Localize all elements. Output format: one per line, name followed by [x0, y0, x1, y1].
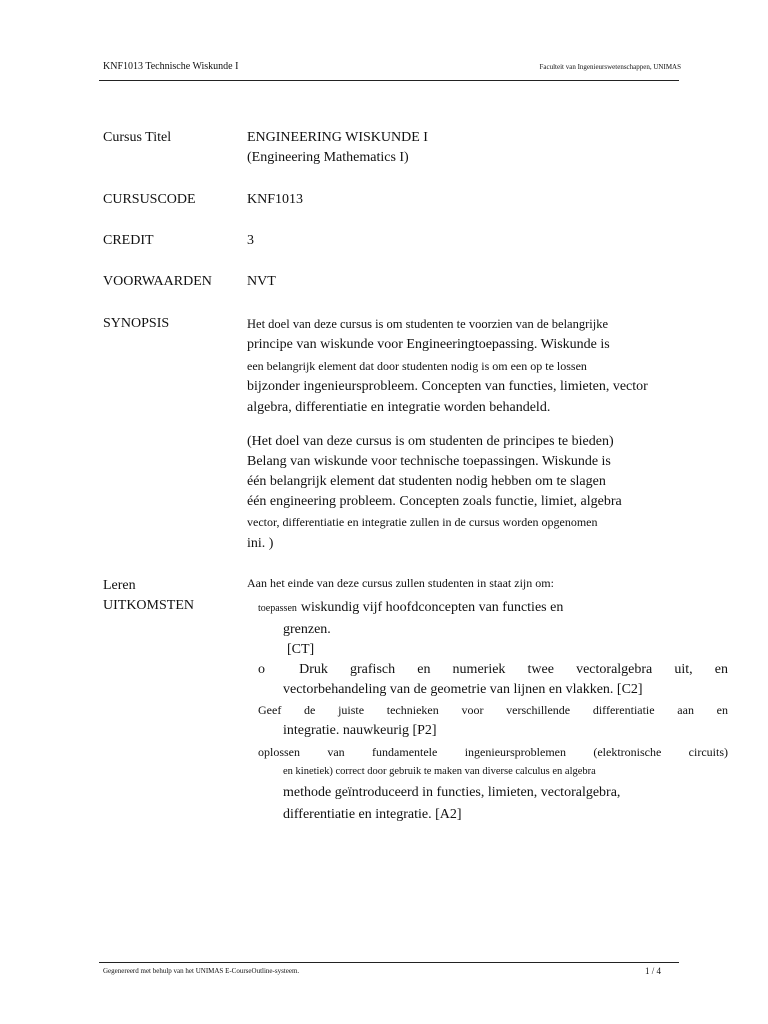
course-code-label: CURSUSCODE [103, 192, 196, 207]
outcome-item: Geef de juiste technieken voor verschillende differentiatie aan en [258, 703, 728, 717]
course-title-subtitle: (Engineering Mathematics I) [247, 150, 409, 165]
outcome-text: Druk grafisch en numeriek twee vectoralgebra uit, en [299, 662, 728, 677]
outcomes-intro: Aan het einde van deze cursus zullen studenten in staat zijn om: [247, 576, 554, 590]
synopsis-line: een belangrijk element dat door studenten nodig is om een op te lossen [247, 359, 587, 373]
outcome-item [258, 660, 728, 680]
outcome-text: grenzen. [283, 622, 331, 637]
outcome-text: en kinetiek) correct door gebruik te maken van diverse calculus en algebra [283, 766, 596, 777]
course-title-line: ENGINEERING WISKUNDE I [247, 130, 428, 145]
synopsis-paragraph-1 [247, 314, 687, 418]
synopsis-paragraph-2 [247, 431, 687, 556]
outcome-prefix: toepassen [258, 603, 297, 614]
footer-generator-note: Gegenereerd met behulp van het UNIMAS E-CourseOutline-systeem. [103, 967, 300, 975]
synopsis-line: Het doel van deze cursus is om studenten te voorzien van de belangrijke [247, 317, 608, 331]
credit-value: 3 [247, 233, 254, 248]
outcome-text: differentiatie en integratie. [A2] [283, 807, 462, 822]
bullet-marker: o [258, 662, 265, 677]
outcome-item [258, 596, 728, 620]
course-code-value: KNF1013 [247, 192, 304, 207]
outcomes-list [258, 596, 728, 826]
prerequisite-value: NVT [247, 274, 276, 289]
outcomes-label-line: Leren [103, 578, 136, 593]
header-faculty: Faculteit van Ingenieurswetenschappen, UNIMAS [539, 63, 681, 71]
prerequisite-label: VOORWAARDEN [103, 274, 212, 289]
footer-divider [99, 962, 679, 963]
outcome-item: oplossen van fundamentele ingenieursproblemen (elektronische circuits) [258, 745, 728, 759]
course-title-value [247, 128, 428, 168]
outcome-text: methode geïntroduceerd in functies, limieten, vectoralgebra, [283, 785, 621, 800]
outcome-tag: [CT] [287, 642, 315, 657]
synopsis-line: ini. ) [247, 536, 274, 551]
synopsis-line: één belangrijk element dat studenten nodig hebben om te slagen [247, 474, 606, 489]
course-title-label: Cursus Titel [103, 130, 172, 145]
synopsis-line: principe van wiskunde voor Engineeringtoepassing. Wiskunde is [247, 337, 610, 352]
synopsis-line: (Het doel van deze cursus is om studenten de principes te bieden) [247, 434, 614, 449]
header-course-name: KNF1013 Technische Wiskunde I [103, 61, 239, 72]
outcome-text: vectorbehandeling van de geometrie van lijnen en vlakken. [C2] [283, 682, 643, 697]
synopsis-line: vector, differentiatie en integratie zullen in de cursus worden opgenomen [247, 515, 598, 529]
outcome-text: integratie. nauwkeurig [P2] [283, 723, 437, 738]
synopsis-line: bijzonder ingenieursprobleem. Concepten van functies, limieten, vector [247, 379, 648, 394]
synopsis-line: één engineering probleem. Concepten zoals functie, limiet, algebra [247, 494, 622, 509]
synopsis-label: SYNOPSIS [103, 316, 170, 331]
outcomes-label [103, 576, 194, 616]
outcomes-label-line: UITKOMSTEN [103, 598, 194, 613]
header-divider [99, 80, 679, 81]
page-number: 1 / 4 [644, 966, 661, 976]
synopsis-line: algebra, differentiatie en integratie worden behandeld. [247, 400, 551, 415]
outcome-text: wiskundig vijf hoofdconcepten van functies en [300, 600, 564, 615]
credit-label: CREDIT [103, 233, 154, 248]
synopsis-line: Belang van wiskunde voor technische toepassingen. Wiskunde is [247, 454, 611, 469]
